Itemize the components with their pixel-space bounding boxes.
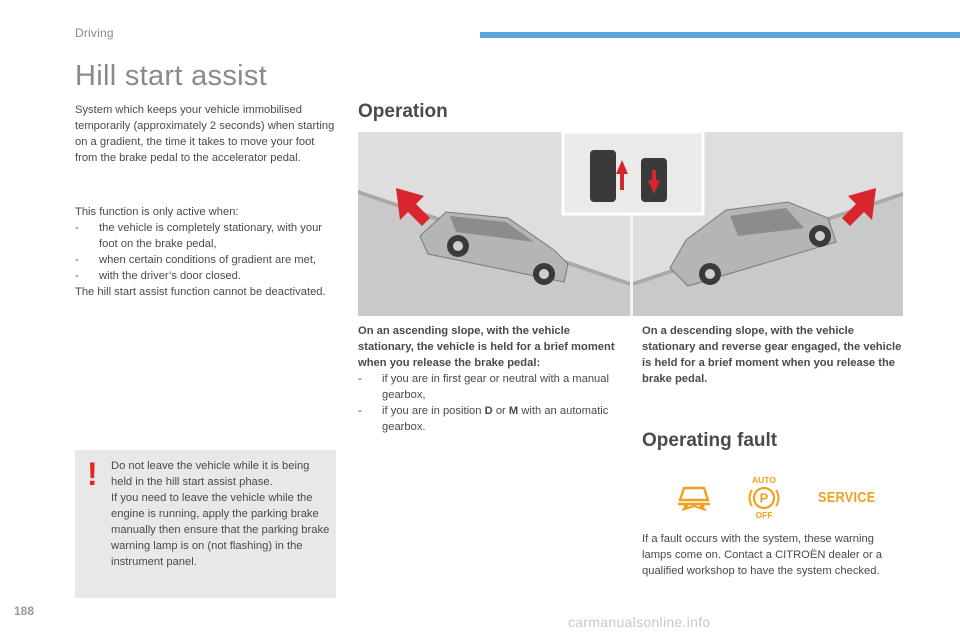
descending-slope-text: On a descending slope, with the vehicle stationary and reverse gear engaged, the vehicle is held for a brief moment when you release the brake pedal. xyxy=(642,325,902,385)
operating-fault-heading: Operating fault xyxy=(642,430,778,451)
svg-text:AUTO: AUTO xyxy=(752,475,776,485)
deactivation-note: The hill start assist function cannot be deactivated. xyxy=(75,286,326,298)
operation-heading: Operation xyxy=(358,101,448,122)
page-number: 188 xyxy=(14,604,35,618)
watermark: carmanualsonline.info xyxy=(568,614,711,630)
conditions-list xyxy=(75,220,337,284)
hill-illustration-svg xyxy=(358,132,903,316)
warning-line: If you need to leave the vehicle while the engine is running, apply the parking brake manually then ensure that the parking brake warning lamp is on (not flashing) in the instrument panel. xyxy=(111,492,330,568)
section-color-bar xyxy=(480,32,960,38)
warning-lamps-svg xyxy=(676,474,816,520)
svg-text:P: P xyxy=(759,490,769,506)
page-title: Hill start assist xyxy=(75,60,268,92)
conditions-lead: This function is only active when: xyxy=(75,206,239,218)
operating-fault-text: If a fault occurs with the system, these warning lamps come on. Contact a CITROËN dealer or a qualified workshop to have the system checked. xyxy=(642,533,883,577)
list-item: - if you are in position D or M with an automatic gearbox. xyxy=(358,405,609,433)
hill-start-illustration xyxy=(358,132,903,316)
hill-start-fault-icon xyxy=(678,488,710,510)
list-item: - if you are in first gear or neutral with a manual gearbox, xyxy=(358,373,609,401)
svg-text:OFF: OFF xyxy=(755,510,773,520)
auto-park-off-icon xyxy=(749,475,778,520)
conditions-block xyxy=(75,204,337,300)
ascending-slope-block xyxy=(358,323,620,435)
ascending-slope-lead: On an ascending slope, with the vehicle stationary, the vehicle is held for a brief moment when you release the brake pedal: xyxy=(358,325,615,369)
list-item: - the vehicle is completely stationary, with your foot on the brake pedal, xyxy=(75,222,323,250)
list-item: - with the driver’s door closed. xyxy=(75,270,241,282)
warning-text xyxy=(111,458,333,570)
list-item: - when certain conditions of gradient are met, xyxy=(75,254,317,266)
section-label: Driving xyxy=(75,26,114,40)
ascending-list xyxy=(358,371,620,435)
service-icon: SERVICE xyxy=(818,489,876,506)
pedal-inset xyxy=(563,132,703,214)
warning-line: Do not leave the vehicle while it is being held in the hill start assist phase. xyxy=(111,460,310,488)
warning-exclamation-icon: ! xyxy=(87,456,98,492)
intro-description: System which keeps your vehicle immobilised temporarily (approximately 2 seconds) when starting on a gradient, the time it takes to move your foot from the brake pedal to the accelerator pedal. xyxy=(75,104,335,164)
